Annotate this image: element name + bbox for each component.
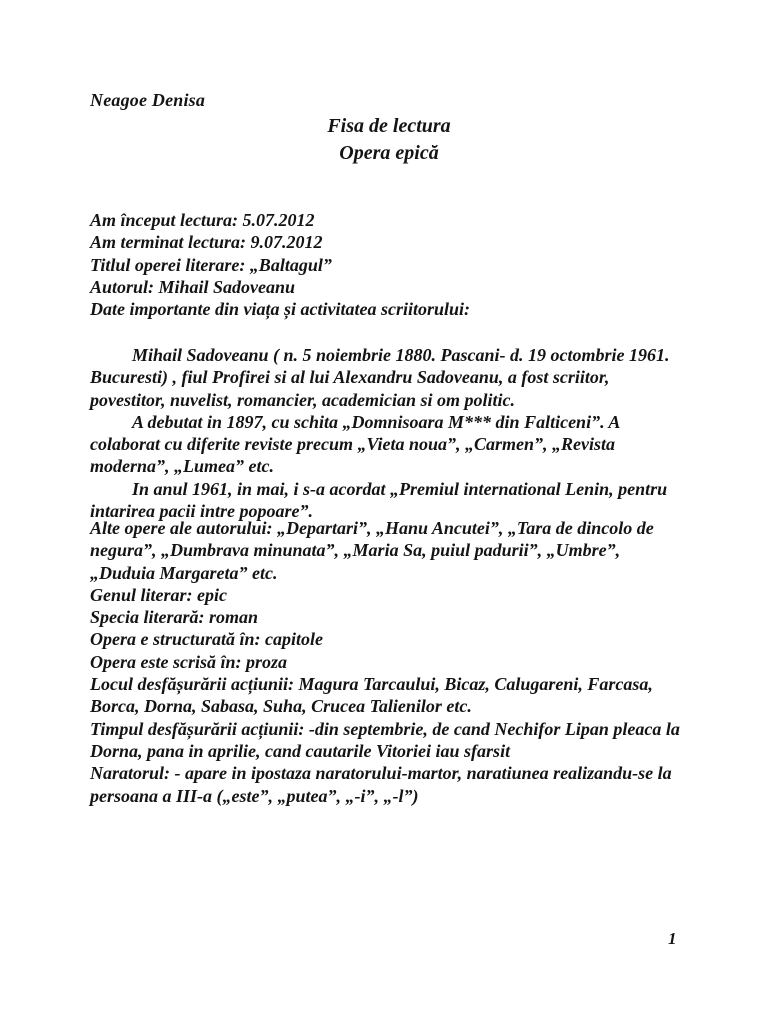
detail-setting-place: Locul desfășurării acțiunii: Magura Tarcaului, Bicaz, Calugareni, Farcasa, Borca, Dorna, Sabasa, Suha, Crucea Talienilor etc. — [90, 674, 653, 717]
meta-line-author: Autorul: Mihail Sadoveanu — [90, 276, 296, 297]
student-name: Neagoe Denisa — [90, 90, 206, 110]
analysis-details-block — [90, 517, 688, 807]
bio-paragraph: In anul 1961, in mai, i s-a acordat „Premiul international Lenin, pentru intarirea pacii intre popoare”. — [90, 478, 668, 522]
bio-paragraph: Mihail Sadoveanu ( n. 5 noiembrie 1880. Pascani- d. 19 octombrie 1961. Bucuresti) , fiul Profirei si al lui Alexandru Sadoveanu, a fost scriitor, povestitor, nuvelist, romancier, academician si om politic. — [90, 345, 670, 410]
detail-narrator: Naratorul: - apare in ipostaza naratorului-martor, naratiunea realizandu-se la persoana a III-a („este”, „putea”, „-i”, „-l”) — [90, 763, 672, 806]
detail-genre: Genul literar: epic — [90, 584, 227, 605]
detail-written-in: Opera este scrisă în: proza — [90, 651, 287, 672]
detail-structure: Opera e structurată în: capitole — [90, 629, 323, 650]
meta-line-title: Titlul operei literare: „Baltagul” — [90, 254, 332, 275]
meta-line-started: Am început lectura: 5.07.2012 — [90, 210, 315, 230]
document-subtitle: Opera epică — [339, 142, 439, 164]
page-number: 1 — [668, 929, 677, 948]
detail-setting-time: Timpul desfășurării acțiunii: -din septembrie, de cand Nechifor Lipan pleaca la Dorna, pana in aprilie, cand cautarile Vitoriei iau sfarsit — [90, 718, 680, 761]
author-biography-block — [90, 344, 688, 522]
meta-line-dates-heading: Date importante din viața și activitatea scriitorului: — [90, 299, 471, 320]
title-block — [90, 113, 688, 167]
meta-line-finished: Am terminat lectura: 9.07.2012 — [90, 232, 323, 253]
document-title: Fisa de lectura — [327, 115, 451, 137]
detail-species: Specia literară: roman — [90, 607, 259, 628]
bio-paragraph: A debutat in 1897, cu schita „Domnisoara M*** din Falticeni”. A colaborat cu diferite reviste precum „Vieta noua”, „Carmen”, „Revista moderna”, „Lumea” etc. — [90, 411, 620, 477]
detail-other-works: Alte opere ale autorului: „Departari”, „Hanu Ancutei”, „Tara de dincolo de negura”, „Dumbrava minunata”, „Maria Sa, puiul padurii”, „Umbre”, „Duduia Margareta” etc. — [90, 518, 654, 583]
reading-meta-block — [90, 209, 688, 320]
